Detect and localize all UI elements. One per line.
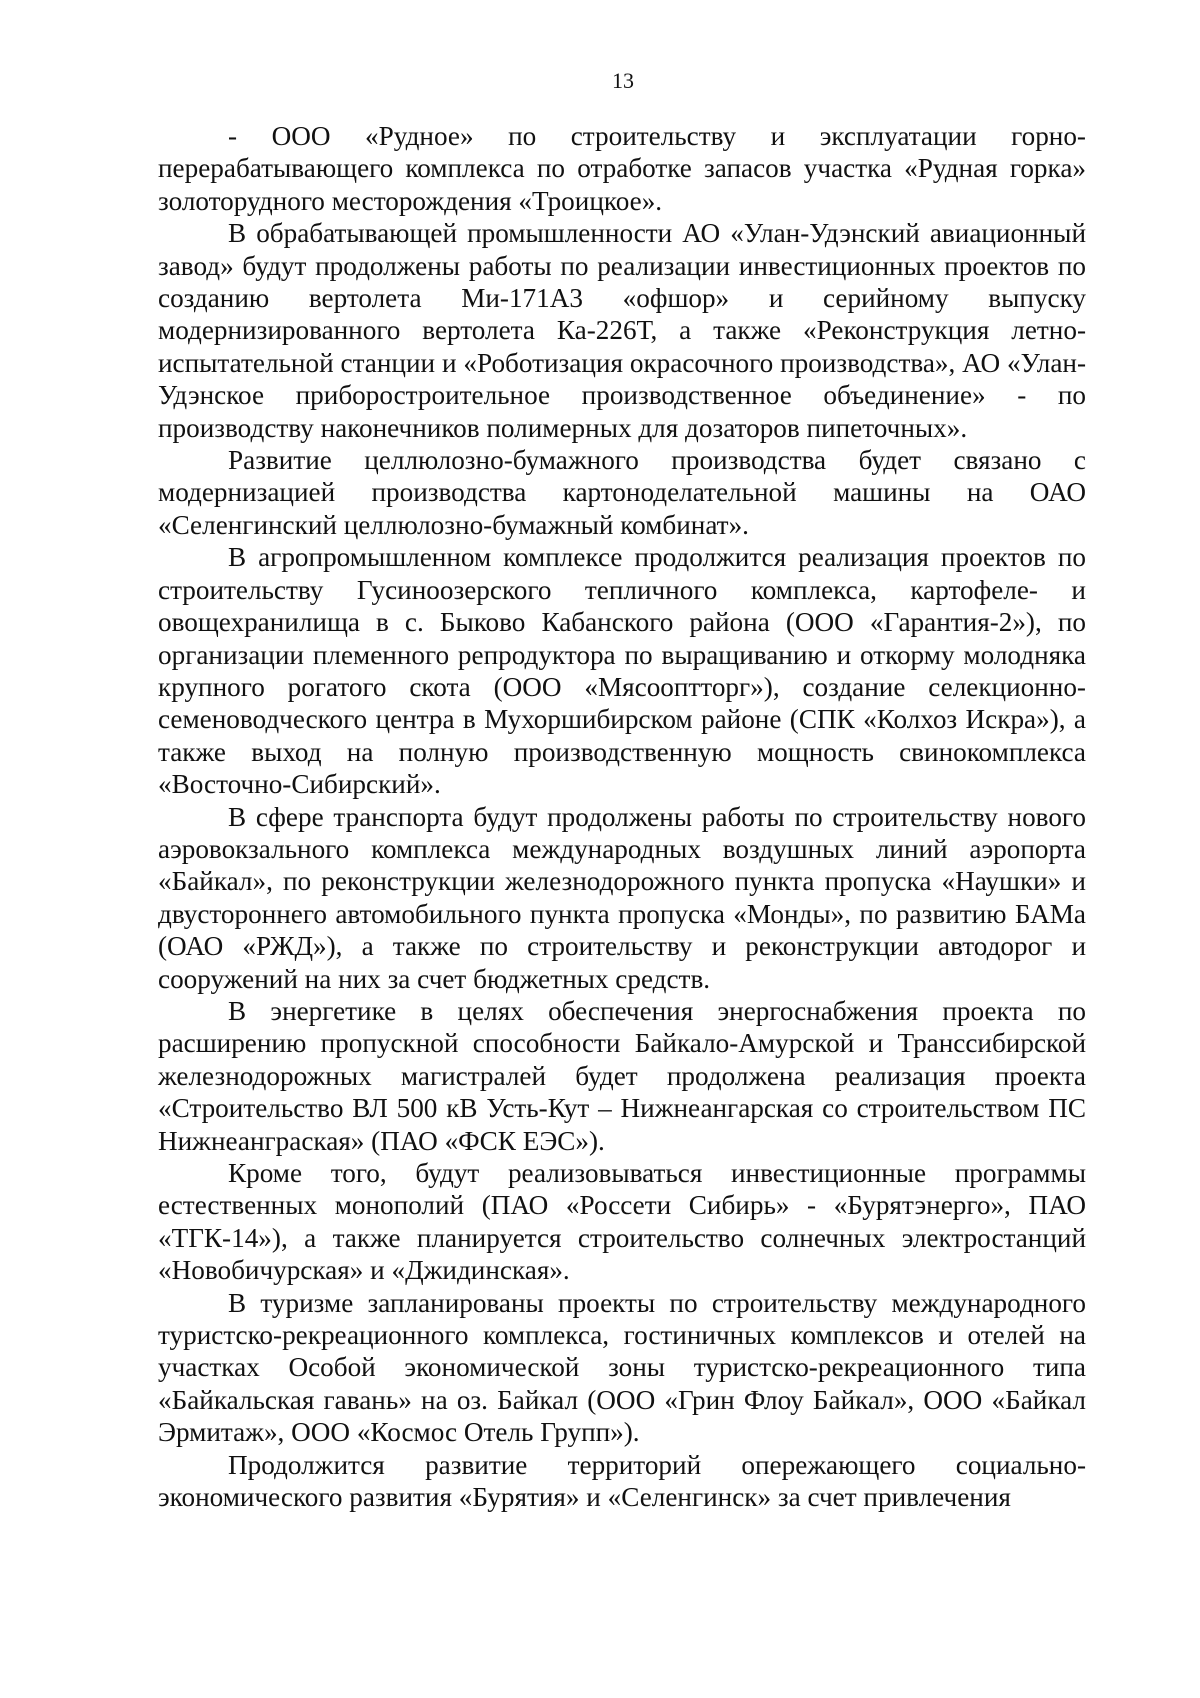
paragraph: - ООО «Рудное» по строительству и эксплуатации горно-перерабатывающего комплекса по отработке запасов участка «Рудная горка» золоторудного месторождения «Троицкое».: [158, 121, 1086, 216]
paragraph: В обрабатывающей промышленности АО «Улан-Удэнский авиационный завод» будут продолжены работы по реализации инвестиционных проектов по созданию вертолета Ми-171А3 «офшор» и серийному выпуску модернизированного вертолета Ка-226Т, а также «Реконструкция летно-испытательной станции и «Роботизация окрасочного производства», АО «Улан-Удэнское приборостроительное производственное объединение» - по производству наконечников полимерных для дозаторов пипеточных».: [158, 218, 1086, 443]
paragraph: В туризме запланированы проекты по строительству международного туристско-рекреационного комплекса, гостиничных комплексов и отелей на участках Особой экономической зоны туристско-рекреационного типа «Байкальская гавань» на оз. Байкал (ООО «Грин Флоу Байкал», ООО «Байкал Эрмитаж», ООО «Космос Отель Групп»).: [158, 1287, 1086, 1448]
paragraph: Развитие целлюлозно-бумажного производства будет связано с модернизацией производства картоноделательной машины на ОАО «Селенгинский целлюлозно-бумажный комбинат».: [158, 445, 1086, 540]
paragraph: В сфере транспорта будут продолжены работы по строительству нового аэровокзального комплекса международных воздушных линий аэропорта «Байкал», по реконструкции железнодорожного пункта пропуска «Наушки» и двустороннего автомобильного пункта пропуска «Монды», по развитию БАМа (ОАО «РЖД»), а также по строительству и реконструкции автодорог и сооружений на них за счет бюджетных средств.: [158, 801, 1086, 994]
paragraph: В энергетике в целях обеспечения энергоснабжения проекта по расширению пропускной способности Байкало-Амурской и Транссибирской железнодорожных магистралей будет продолжена реализация проекта «Строительство ВЛ 500 кВ Усть-Кут – Нижнеангарская со строительством ПС Нижнеанграская» (ПАО «ФСК ЕЭС»).: [158, 995, 1086, 1156]
paragraph: В агропромышленном комплексе продолжится реализация проектов по строительству Гусиноозерского тепличного комплекса, картофеле- и овощехранилища в с. Быково Кабанского района (ООО «Гарантия-2»), по организации племенного репродуктора по выращиванию и откорму молодняка крупного рогатого скота (ООО «Мясооптторг»), создание селекционно-семеноводческого центра в Мухоршибирском районе (СПК «Колхоз Искра»), а также выход на полную производственную мощность свинокомплекса «Восточно-Сибирский».: [158, 542, 1086, 800]
document-body: [158, 120, 1086, 1513]
paragraph: Продолжится развитие территорий опережающего социально-экономического развития «Бурятия» и «Селенгинск» за счет привлечения: [158, 1449, 1086, 1513]
paragraph: Кроме того, будут реализовываться инвестиционные программы естественных монополий (ПАО «Россети Сибирь» - «Бурятэнерго», ПАО «ТГК-14»), а также планируется строительство солнечных электростанций «Новобичурская» и «Джидинская».: [158, 1158, 1086, 1286]
page-number: 13: [612, 68, 634, 93]
